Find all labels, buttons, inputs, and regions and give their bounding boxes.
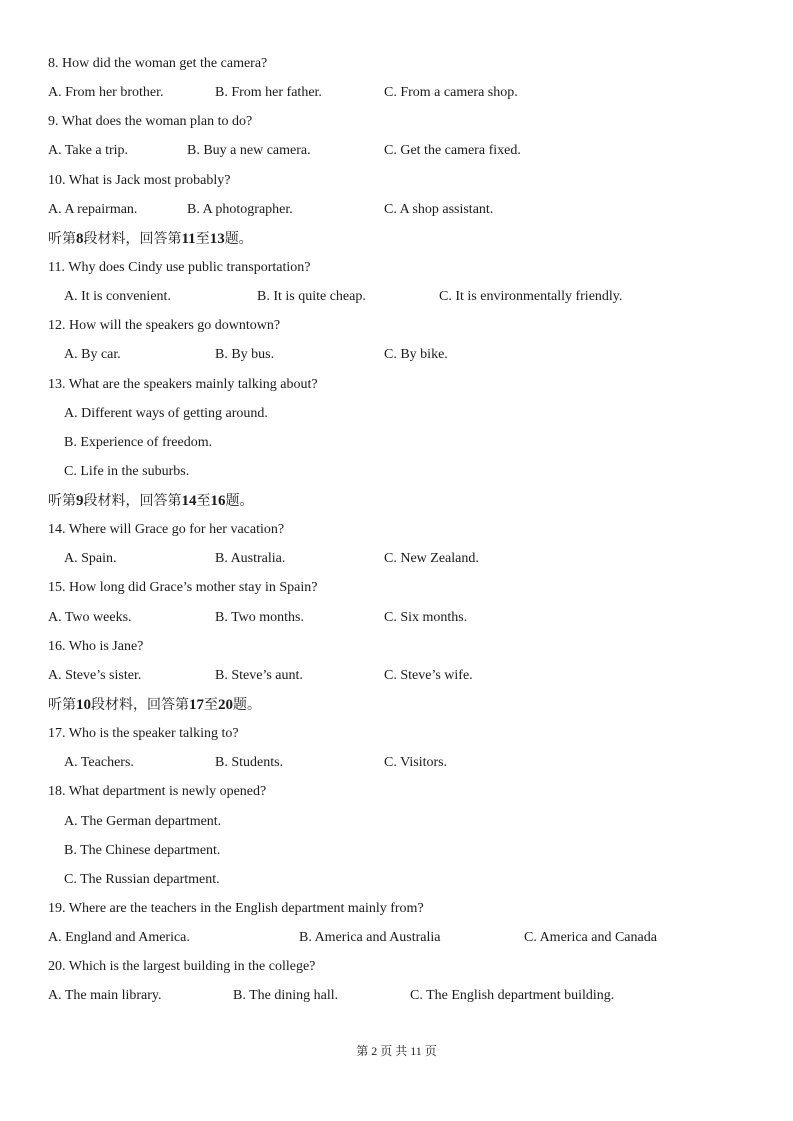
question-stem: 13. What are the speakers mainly talking about? <box>48 377 318 392</box>
option-c: C. From a camera shop. <box>384 85 518 100</box>
option-a: A. England and America. <box>48 930 190 945</box>
question-stem: 17. Who is the speaker talking to? <box>48 726 239 741</box>
option-c: C. Visitors. <box>384 755 448 770</box>
question-stem: 12. How will the speakers go downtown? <box>48 318 281 333</box>
option-a: A. Spain. <box>64 551 117 566</box>
question-stem: 8. How did the woman get the camera? <box>48 56 268 71</box>
page-number-footer: 第 2 页 共 11 页 <box>356 1044 437 1058</box>
option-b: B. The dining hall. <box>233 988 339 1003</box>
option-c: C. The English department building. <box>410 988 615 1003</box>
option-b: B. Australia. <box>215 551 286 566</box>
option-c: C. Life in the suburbs. <box>64 464 190 479</box>
option-a: A. Teachers. <box>64 755 134 770</box>
question-stem: 15. How long did Grace’s mother stay in Spain? <box>48 580 318 595</box>
option-b: B. The Chinese department. <box>64 843 221 858</box>
option-b: B. A photographer. <box>187 202 293 217</box>
option-c: C. Get the camera fixed. <box>384 143 521 158</box>
section-heading: 听第8段材料，回答第11至13题。 <box>48 231 253 247</box>
option-a: A. From her brother. <box>48 85 164 100</box>
option-b: B. Two months. <box>215 610 304 625</box>
option-a: A. The German department. <box>64 814 222 829</box>
option-a: A. A repairman. <box>48 202 138 217</box>
option-a: A. Different ways of getting around. <box>64 406 268 421</box>
question-stem: 20. Which is the largest building in the college? <box>48 959 316 974</box>
option-a: A. Two weeks. <box>48 610 132 625</box>
option-c: C. It is environmentally friendly. <box>439 289 623 304</box>
option-b: B. Steve’s aunt. <box>215 668 303 683</box>
option-b: B. America and Australia <box>299 930 441 945</box>
section-heading: 听第10段材料，回答第17至20题。 <box>48 697 261 713</box>
option-c: C. New Zealand. <box>384 551 479 566</box>
question-stem: 9. What does the woman plan to do? <box>48 114 253 129</box>
option-c: C. The Russian department. <box>64 872 220 887</box>
option-b: B. Buy a new camera. <box>187 143 311 158</box>
question-stem: 11. Why does Cindy use public transportation? <box>48 260 311 275</box>
option-c: C. A shop assistant. <box>384 202 494 217</box>
question-stem: 14. Where will Grace go for her vacation? <box>48 522 285 537</box>
option-b: B. Students. <box>215 755 284 770</box>
option-b: B. By bus. <box>215 347 275 362</box>
option-a: A. The main library. <box>48 988 162 1003</box>
option-c: C. By bike. <box>384 347 448 362</box>
option-c: C. Six months. <box>384 610 468 625</box>
question-stem: 18. What department is newly opened? <box>48 784 267 799</box>
option-a: A. By car. <box>64 347 121 362</box>
question-stem: 16. Who is Jane? <box>48 639 144 654</box>
option-b: B. From her father. <box>215 85 322 100</box>
option-a: A. Take a trip. <box>48 143 129 158</box>
option-c: C. America and Canada <box>524 930 657 945</box>
option-b: B. It is quite cheap. <box>257 289 366 304</box>
option-b: B. Experience of freedom. <box>64 435 213 450</box>
question-stem: 10. What is Jack most probably? <box>48 173 231 188</box>
option-a: A. Steve’s sister. <box>48 668 142 683</box>
option-a: A. It is convenient. <box>64 289 171 304</box>
question-stem: 19. Where are the teachers in the English department mainly from? <box>48 901 424 916</box>
section-heading: 听第9段材料，回答第14至16题。 <box>48 493 254 509</box>
option-c: C. Steve’s wife. <box>384 668 473 683</box>
